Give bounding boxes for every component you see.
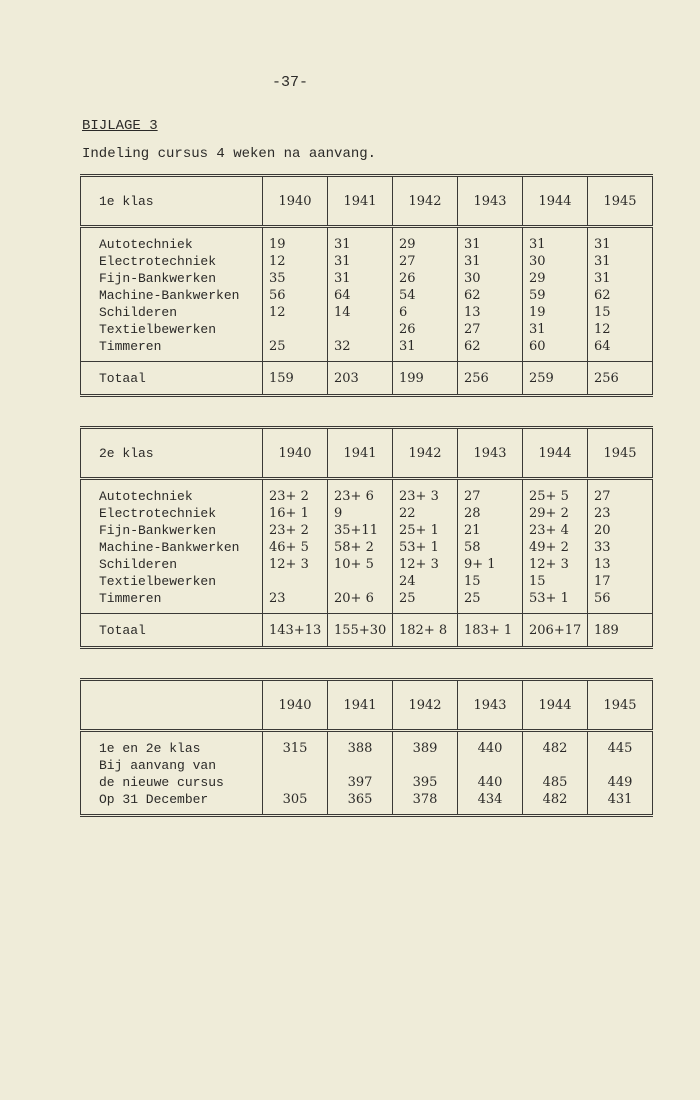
year-column: 389 395 378 [393, 731, 458, 816]
year-header: 1945 [588, 176, 653, 227]
row-label: Op 31 December [99, 792, 209, 807]
total-value: 206+17 [523, 614, 588, 648]
year-column: 31 31 30 62 13 27 62 [458, 227, 523, 362]
year-column: 27 28 21 58 9+ 1 15 25 [458, 479, 523, 614]
year-header: 1942 [393, 176, 458, 227]
year-column: 315 305 [263, 731, 328, 816]
year-column: 440 440 434 [458, 731, 523, 816]
year-column: 29 27 26 54 6 26 31 [393, 227, 458, 362]
row-label: Bij aanvang van [99, 758, 217, 773]
year-header: 1943 [458, 428, 523, 479]
class-header: 2e klas [81, 428, 263, 479]
year-column: 23+ 3 22 25+ 1 53+ 1 12+ 3 24 25 [393, 479, 458, 614]
year-header: 1941 [328, 680, 393, 731]
row-labels [81, 227, 263, 362]
row-labels [81, 731, 263, 816]
year-header: 1940 [263, 680, 328, 731]
year-column: 388 397 365 [328, 731, 393, 816]
class-header: 1e klas [81, 176, 263, 227]
year-header: 1945 [588, 680, 653, 731]
total-value: 203 [328, 362, 393, 396]
year-column: 19 12 35 56 12 25 [263, 227, 328, 362]
table-2e-klas [80, 426, 653, 649]
totals-row [81, 362, 653, 396]
year-column: 31 31 31 62 15 12 64 [588, 227, 653, 362]
totals-row [81, 614, 653, 648]
table-combined [80, 678, 653, 817]
total-value: 199 [393, 362, 458, 396]
table-header-row [81, 176, 653, 227]
total-value: 259 [523, 362, 588, 396]
row-label: Timmeren [99, 591, 162, 606]
year-header: 1941 [328, 428, 393, 479]
row-label: Textielbewerken [99, 574, 217, 589]
year-column: 23+ 2 16+ 1 23+ 2 46+ 5 12+ 3 23 [263, 479, 328, 614]
row-label: Autotechniek [99, 489, 193, 504]
year-column: 27 23 20 33 13 17 56 [588, 479, 653, 614]
year-column: 25+ 5 29+ 2 23+ 4 49+ 2 12+ 3 15 53+ 1 [523, 479, 588, 614]
row-label: Machine-Bankwerken [99, 288, 240, 303]
row-label: Fijn-Bankwerken [99, 271, 217, 286]
year-header: 1944 [523, 176, 588, 227]
year-header: 1942 [393, 680, 458, 731]
year-header: 1944 [523, 680, 588, 731]
total-value: 143+13 [263, 614, 328, 648]
total-label: Totaal [81, 362, 263, 396]
year-header: 1941 [328, 176, 393, 227]
table-header-row [81, 428, 653, 479]
row-label: Electrotechniek [99, 254, 217, 269]
row-label: Schilderen [99, 557, 178, 572]
row-label: de nieuwe cursus [99, 775, 224, 790]
year-header: 1943 [458, 176, 523, 227]
year-header: 1942 [393, 428, 458, 479]
row-label: Schilderen [99, 305, 178, 320]
year-column: 31 30 29 59 19 31 60 [523, 227, 588, 362]
total-value: 256 [458, 362, 523, 396]
year-header: 1944 [523, 428, 588, 479]
year-header: 1940 [263, 176, 328, 227]
year-column: 482 485 482 [523, 731, 588, 816]
total-label: Totaal [81, 614, 263, 648]
row-label: 1e en 2e klas [99, 741, 201, 756]
intro-text: Indeling cursus 4 weken na aanvang. [82, 146, 377, 162]
total-value: 182+ 8 [393, 614, 458, 648]
row-label: Electrotechniek [99, 506, 217, 521]
year-header: 1940 [263, 428, 328, 479]
table-1e-klas [80, 174, 653, 397]
row-label: Autotechniek [99, 237, 193, 252]
row-label: Fijn-Bankwerken [99, 523, 217, 538]
year-header: 1943 [458, 680, 523, 731]
total-value: 159 [263, 362, 328, 396]
year-header: 1945 [588, 428, 653, 479]
table-body-row [81, 227, 653, 362]
table-body-row [81, 479, 653, 614]
row-label: Timmeren [99, 339, 162, 354]
row-label: Textielbewerken [99, 322, 217, 337]
year-column: 23+ 6 9 35+11 58+ 2 10+ 5 20+ 6 [328, 479, 393, 614]
year-column: 31 31 31 64 14 32 [328, 227, 393, 362]
total-value: 256 [588, 362, 653, 396]
appendix-heading: BIJLAGE 3 [82, 118, 158, 134]
table-header-row [81, 680, 653, 731]
year-column: 445 449 431 [588, 731, 653, 816]
row-labels [81, 479, 263, 614]
row-label: Machine-Bankwerken [99, 540, 240, 555]
table-body-row [81, 731, 653, 816]
total-value: 189 [588, 614, 653, 648]
class-header [81, 680, 263, 731]
total-value: 155+30 [328, 614, 393, 648]
total-value: 183+ 1 [458, 614, 523, 648]
page-number: -37- [272, 74, 309, 91]
